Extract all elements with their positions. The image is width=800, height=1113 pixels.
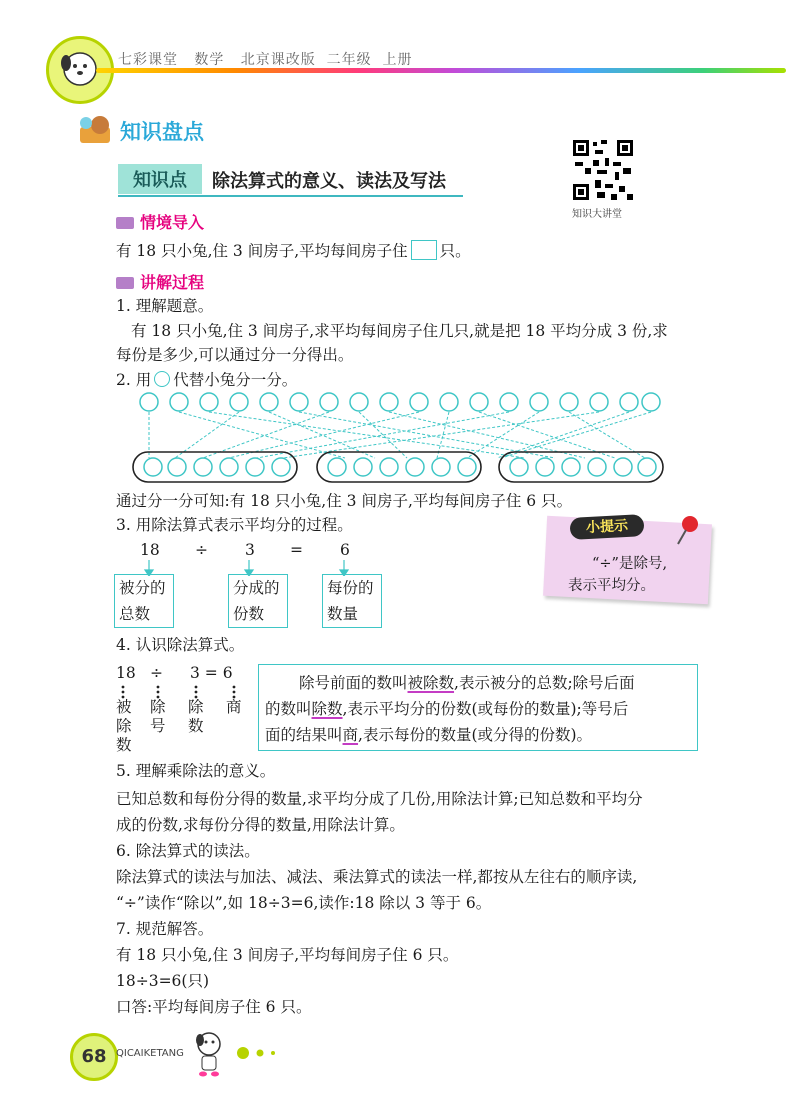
pushpin-icon [672,514,702,546]
page-number: 68 [70,1033,118,1081]
step5-line2: 成的份数,求每份分得的数量,用除法计算。 [116,816,405,834]
intro-heading: 情境导入 [116,210,204,233]
qr-code-icon[interactable] [571,138,635,202]
term-divide-sign: 除号 [150,698,166,735]
eq-divide-sign: ÷ [195,541,208,559]
tip-tag: 小提示 [569,514,644,540]
s4-dividend: 18 [116,664,136,682]
step4-title: 4. 认识除法算式。 [116,636,245,654]
step1-title: 1. 理解题意。 [116,297,214,315]
tip-line1: “÷”是除号, [592,556,668,572]
footer-mascot-icon [192,1030,226,1078]
step5-title: 5. 理解乘除法的意义。 [116,762,276,780]
eq-equals: = [290,541,303,559]
step7-line2: 18÷3=6(只) [116,972,210,990]
eq-divisor: 3 [245,541,255,559]
step2-result: 通过分一分可知:有 18 只小兔,住 3 间房子,平均每间房子住 6 只。 [116,492,573,510]
def-line2: 的数叫除数,表示平均分的份数(或每份的数量);等号后 [265,700,629,718]
step3-title: 3. 用除法算式表示平均分的过程。 [116,516,353,534]
knowledge-point-header [118,164,463,196]
divider [118,195,463,197]
qr-caption: 知识大讲堂 [572,209,622,220]
intro-text: 有 18 只小兔,住 3 间房子,平均每间房子住 只。 [116,242,471,260]
term-quotient: 商 [226,698,242,716]
answer-blank[interactable] [411,240,437,260]
knowledge-point-title: 除法算式的意义、读法及写法 [212,171,446,192]
diagram-grouped-rabbits [144,458,656,476]
step2-title: 2. 用 代替小兔分一分。 [116,371,298,389]
grouping-diagram [125,388,670,488]
term-divisor: 除数 [188,698,204,735]
circle-symbol-icon [154,371,170,387]
step6-line2: “÷”读作“除以”,如 18÷3=6,读作:18 除以 3 等于 6。 [116,894,492,912]
step6-title: 6. 除法算式的读法。 [116,842,260,860]
section-title: 知识盘点 [120,120,204,144]
tip-line2: 表示平均分。 [568,578,655,594]
footer-brand: QICAIKETANG [116,1048,184,1059]
header-text: 七彩课堂 数学 北京课改版 二年级 上册 [118,52,413,68]
step7-line1: 有 18 只小兔,住 3 间房子,平均每间房子住 6 只。 [116,946,459,964]
teacher-mascot-icon [78,113,116,145]
label-parts: 分成的 份数 [228,574,288,628]
label-total: 被分的 总数 [114,574,174,628]
footer-dots [236,1046,286,1060]
step7-title: 7. 规范解答。 [116,920,214,938]
knowledge-point-tag: 知识点 [118,164,202,194]
eq-quotient: 6 [340,541,350,559]
s4-divide-sign: ÷ [150,664,163,682]
def-line1: 除号前面的数叫被除数,表示被分的总数;除号后面 [299,674,635,692]
def-line3: 面的结果叫商,表示每份的数量(或分得的份数)。 [265,726,593,744]
step6-line1: 除法算式的读法与加法、减法、乘法算式的读法一样,都按从左往右的顺序读, [116,868,638,886]
s4-rest: 3 = 6 [190,664,233,682]
eq-dividend: 18 [140,541,160,559]
book-icon [116,277,134,289]
process-heading: 讲解过程 [116,270,204,293]
definition-box [258,664,698,751]
step7-line3: 口答:平均每间房子住 6 只。 [116,998,312,1016]
step1-line2: 每份是多少,可以通过分一分得出。 [116,346,354,364]
term-dividend: 被除数 [116,698,132,754]
step1-line1: 有 18 只小兔,住 3 间房子,求平均每间房子住几只,就是把 18 平均分成 3 份,求 [131,322,668,340]
diagram-rabbits [140,393,660,411]
book-icon [116,217,134,229]
step5-line1: 已知总数和每份分得的数量,求平均分成了几份,用除法计算;已知总数和平均分 [116,790,643,808]
label-each: 每份的 数量 [322,574,382,628]
diagram-arrows [149,412,651,458]
